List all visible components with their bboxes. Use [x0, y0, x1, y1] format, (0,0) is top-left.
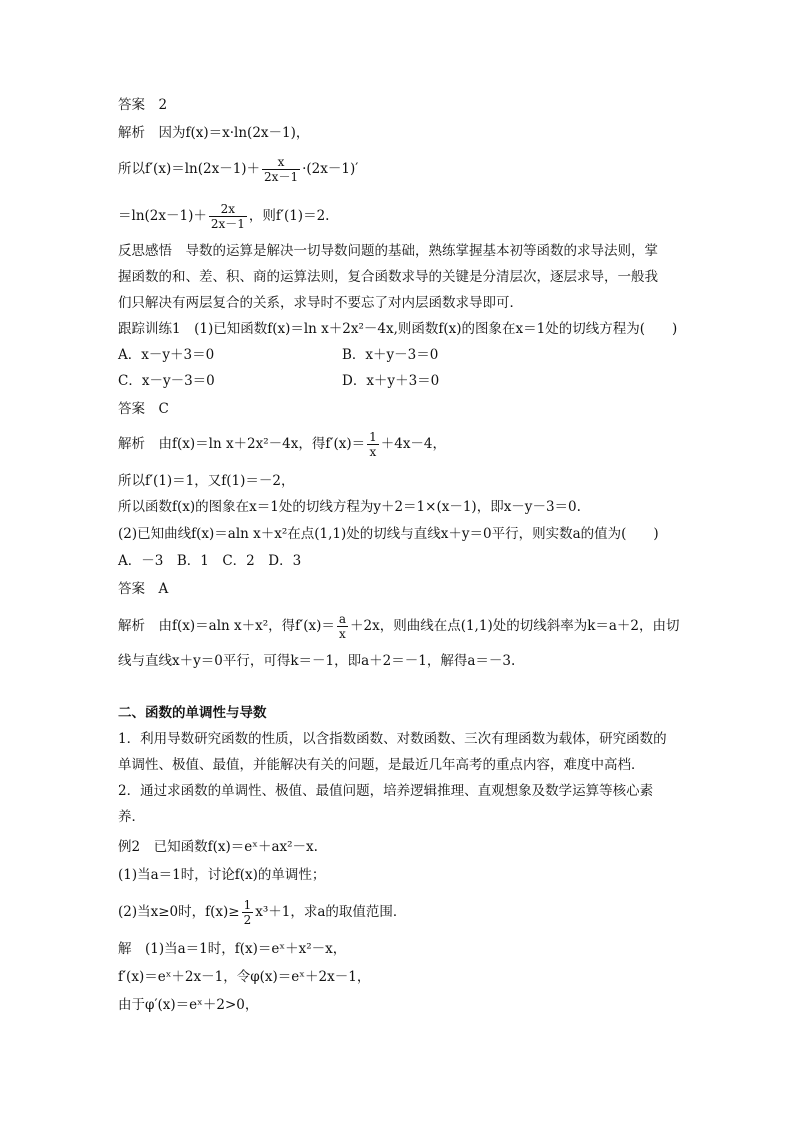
text-part: ·(2x－1)′: [302, 161, 359, 177]
derivative-line-2: [118, 202, 329, 231]
numerator: 1: [369, 430, 377, 444]
fraction: [367, 430, 379, 459]
numerator: 2x: [209, 202, 247, 217]
denominator: x: [339, 627, 346, 641]
numerator: 1: [243, 898, 252, 912]
text-part: 所以f′(x)＝ln(2x－1)＋: [118, 161, 261, 177]
numerator: a: [338, 612, 346, 626]
analysis-line-6: 线与直线x＋y＝0平行，可得k＝－1，即a＋2＝－1，解得a＝－3.: [118, 653, 516, 669]
point-2-line-2: 养．: [118, 809, 145, 825]
analysis-line-2: [118, 430, 446, 459]
exercise-1-question: 跟踪训练1 (1)已知函数f(x)＝ln x＋2x²－4x,则函数f(x)的图象在x＝1处的切线方程为( ): [118, 321, 678, 337]
text-part: ，则f′(1)＝2.: [248, 208, 330, 224]
analysis-line-5: [118, 612, 680, 641]
text-part: ＋2x，则曲线在点(1,1)处的切线斜率为k＝a＋2，由切: [350, 618, 680, 634]
analysis-line-3: 所以f′(1)＝1，又f(1)＝－2，: [118, 473, 295, 489]
point-2-line-1: 2．通过求函数的单调性、极值、最值问题，培养逻辑推理、直观想象及数学运算等核心素: [118, 783, 654, 799]
reflection-line-2: 握函数的和、差、积、商的运算法则，复合函数求导的关键是分清层次，逐层求导，一般我: [118, 269, 658, 285]
text-part: ＋4x－4，: [380, 436, 447, 452]
point-1-line-1: 1．利用导数研究函数的性质，以含指数函数、对数函数、三次有理函数为载体，研究函数的: [118, 731, 667, 747]
option-c: C．x－y－3＝0: [118, 373, 215, 389]
section-heading: 二、函数的单调性与导数: [118, 705, 267, 721]
denominator: 2x－1: [210, 217, 245, 231]
solution-line-1: 解 (1)当a＝1时，f(x)＝eˣ＋x²－x，: [118, 941, 347, 957]
text-part: x³＋1，求a的取值范围．: [255, 904, 407, 920]
answer-label-3: 答案 A: [118, 581, 169, 597]
text-part: (2)当x≥0时，f(x)≥: [118, 904, 240, 920]
solution-line-2: f′(x)＝eˣ＋2x－1，令φ(x)＝eˣ＋2x－1，: [118, 969, 371, 985]
reflection-line-3: 们只解决有两层复合的关系，求导时不要忘了对内层函数求导即可．: [118, 295, 523, 311]
option-d: D．x＋y＋3＝0: [342, 373, 440, 389]
fraction: [242, 898, 254, 927]
point-1-line-2: 单调性、极值、最值，并能解决有关的问题，是最近几年高考的重点内容，难度中高档．: [118, 757, 645, 773]
reflection-line-1: 反思感悟 导数的运算是解决一切导数问题的基础，熟练掌握基本初等函数的求导法则，掌: [118, 243, 658, 259]
option-b: B．x＋y－3＝0: [342, 347, 439, 363]
analysis-line-4: 所以函数f(x)的图象在x＝1处的切线方程为y＋2＝1×(x－1)，即x－y－3＝0.: [118, 499, 581, 515]
answer-label-2: 答案 C: [118, 401, 169, 417]
exercise-2-question: (2)已知曲线f(x)＝aln x＋x²在点(1,1)处的切线与直线x＋y＝0平行，则实数a的值为( ): [118, 526, 659, 542]
denominator: 2x－1: [264, 170, 299, 184]
option-a: A．x－y＋3＝0: [118, 347, 215, 363]
fraction: [209, 202, 247, 231]
fraction: [337, 612, 348, 641]
example-2-part-2: [118, 898, 406, 927]
example-2-title: 例2 已知函数f(x)＝eˣ＋ax²－x.: [118, 839, 318, 855]
numerator: x: [262, 155, 300, 170]
denominator: 2: [243, 913, 252, 927]
derivative-line-1: [118, 155, 358, 184]
denominator: x: [369, 445, 377, 459]
text-part: 解析 由f(x)＝ln x＋2x²－4x，得f′(x)＝: [118, 436, 366, 452]
answer-label-1: 答案 2: [118, 97, 168, 113]
text-part: 解析 由f(x)＝aln x＋x²，得f′(x)＝: [118, 618, 335, 634]
example-2-part-1: (1)当a＝1时，讨论f(x)的单调性；: [118, 867, 326, 883]
fraction: [262, 155, 300, 184]
exercise-2-options: A．－3 B．1 C．2 D．3: [118, 553, 302, 569]
solution-line-3: 由于φ′(x)＝eˣ＋2>0，: [118, 997, 259, 1013]
analysis-line-1: 解析 因为f(x)＝x·ln(2x－1)，: [118, 125, 310, 141]
text-part: ＝ln(2x－1)＋: [118, 208, 207, 224]
